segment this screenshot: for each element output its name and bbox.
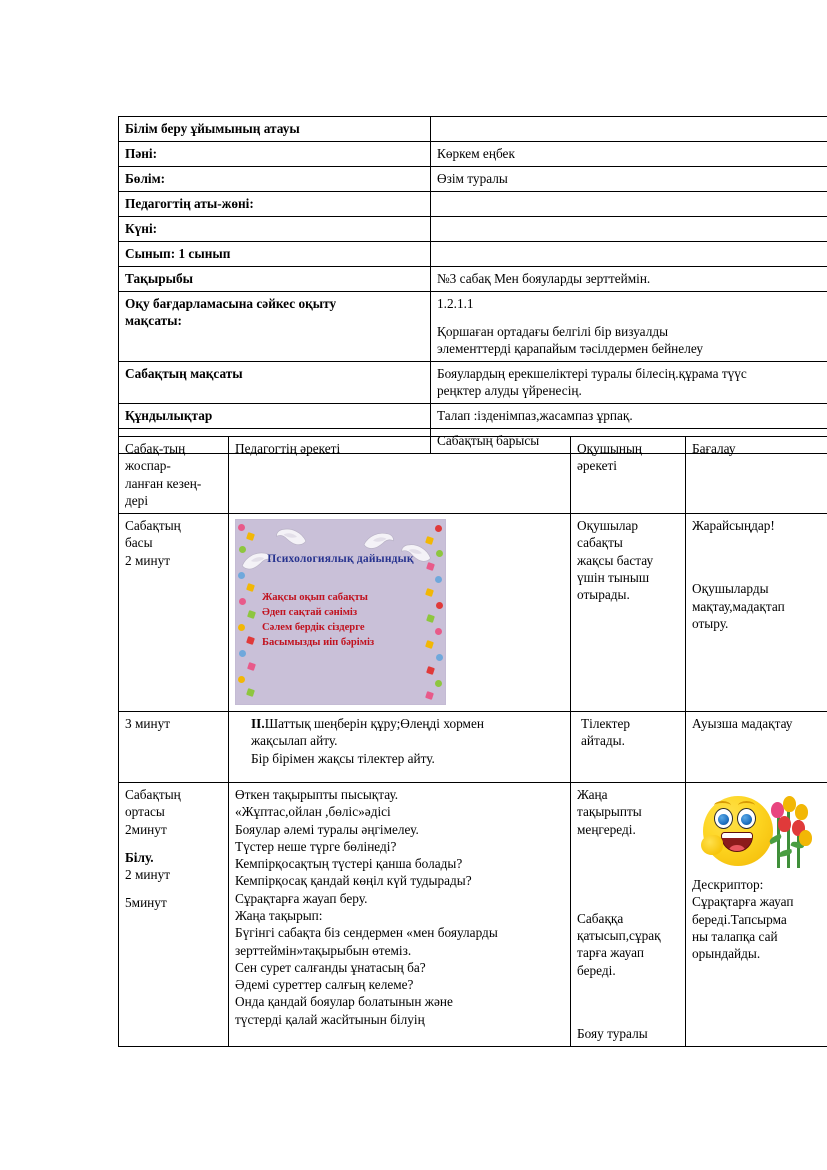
table-row <box>119 117 827 142</box>
student-line-3: жақсы бастау <box>577 552 654 568</box>
student-activity-cell <box>571 782 686 1046</box>
flow-row-joy-circle <box>119 712 827 783</box>
assessment-line-1: Оқушыларды <box>692 581 769 597</box>
values-text: Талап :ізденімпаз,жасампаз ұрпақ. <box>431 404 827 429</box>
spacer <box>577 979 679 1025</box>
stage-line1: Сабақтың <box>125 786 181 802</box>
lesson-flow-table <box>118 436 827 1047</box>
student-activity-cell <box>571 712 686 783</box>
header-stage <box>119 437 229 514</box>
teacher-line-7: Сұрақтарға жауап беру. <box>235 890 368 906</box>
field-value <box>431 242 827 267</box>
objective-text-line1: Қоршаған ортадағы белгілі бір визуалды <box>437 324 669 340</box>
smiley-with-flowers-icon <box>701 788 813 876</box>
assessment-praise: Жарайсыңдар! <box>692 518 775 534</box>
stage-line1: 3 минут <box>125 716 171 732</box>
flow-header-row <box>119 437 827 514</box>
psychological-preparation-poster <box>235 519 446 705</box>
spacer <box>125 838 222 849</box>
table-row <box>119 242 827 267</box>
process-header: Сабақтың барысы <box>431 429 827 454</box>
header-assessment: Бағалау <box>686 437 827 514</box>
flower-bouquet-icon <box>765 790 813 874</box>
teacher-line-2: «Жұптас,ойлан ,бөліс»әдісі <box>235 804 391 820</box>
spacer <box>692 534 822 580</box>
table-row <box>119 217 827 242</box>
header-stage-line2: жоспар- <box>125 458 171 474</box>
stage-line2: ортасы <box>125 804 165 820</box>
verse-line-1: Жақсы оқып сабақты <box>262 592 368 604</box>
header-student-line2: әрекеті <box>577 458 617 474</box>
student-a-line-2: тақырыпты <box>577 804 642 820</box>
table-row-goal <box>119 362 827 404</box>
student-line-1: Тілектер <box>581 716 630 732</box>
student-line-4: үшін тыныш <box>577 569 650 585</box>
stage-line2: басы <box>125 535 153 551</box>
teacher-line-3: Бояулар әлемі туралы әңгімелеу. <box>235 821 419 837</box>
stage-phase-label: Білу. <box>125 849 154 865</box>
field-value: Өзім туралы <box>431 167 827 192</box>
teacher-activity-cell <box>229 782 571 1046</box>
stage-line3: 2минут <box>125 821 167 837</box>
spacer <box>125 883 222 894</box>
assessment-cell <box>686 514 827 712</box>
teacher-activity-cell <box>229 712 571 783</box>
student-line-2: сабақты <box>577 535 623 551</box>
field-label: Білім беру ұйымының атауы <box>119 117 431 142</box>
hand <box>701 835 723 855</box>
teacher-line-5: Кемпірқосақтың түстері қанша болады? <box>235 856 463 872</box>
stage-line3: 2 минут <box>125 552 171 568</box>
teacher-line-2: жақсылап айту. <box>251 733 338 749</box>
field-label: Педагогтің аты-жөні: <box>119 192 431 217</box>
header-stage-line1: Сабақ-тың <box>125 441 186 456</box>
teacher-line-10: зерттеймін»тақырыбын өтеміз. <box>235 942 412 958</box>
descriptor-line-3: береді.Тапсырма <box>692 911 787 927</box>
stage-line4: 2 минут <box>125 867 171 883</box>
stage-cell <box>119 514 229 712</box>
verse-line-3: Сәлем бердік сіздерге <box>262 622 365 634</box>
goal-text-line1: Бояулардың ерекшеліктері туралы білесің.құрама түүс <box>437 366 747 382</box>
student-c-line-1: Бояу туралы <box>577 1025 648 1041</box>
descriptor-line-1: Дескриптор: <box>692 876 764 892</box>
poster-verse <box>262 590 374 650</box>
spacer <box>577 884 679 910</box>
descriptor-line-2: Сұрақтарға жауап <box>692 894 794 910</box>
teacher-line-1-text: Шаттық шеңберін құру;Өлеңді хормен <box>264 716 484 732</box>
field-label: Сынып: 1 сынып <box>119 242 431 267</box>
spacer <box>251 767 564 778</box>
teacher-line-8: Жаңа тақырып: <box>235 907 323 923</box>
field-label: Тақырыбы <box>119 267 431 292</box>
objective-label <box>119 292 431 362</box>
student-line-2: айтады. <box>581 733 625 749</box>
objective-text-line2: элементтерді қарапайым тәсілдермен бейнелеу <box>437 341 704 357</box>
student-a-line-1: Жаңа <box>577 786 608 802</box>
student-b-line-3: тарға жауап <box>577 945 644 961</box>
descriptor-line-5: орындайды. <box>692 946 761 962</box>
field-value <box>431 117 827 142</box>
student-b-line-1: Сабаққа <box>577 910 624 926</box>
values-label: Құндылықтар <box>119 404 431 429</box>
verse-line-4: Басымызды иіп бәріміз <box>262 637 375 649</box>
pupil-left <box>718 814 729 825</box>
dove-icon <box>361 529 396 553</box>
field-value: №3 сабақ Мен бояуларды зерттеймін. <box>431 267 827 292</box>
teacher-activity-cell <box>229 514 571 712</box>
teacher-line-14: түстерді қалай жасйтынын білуің <box>235 1011 425 1027</box>
teacher-line-9: Бүгінгі сабақта біз сендермен «мен бояуларды <box>235 925 498 941</box>
stage-line5: 5минут <box>125 895 167 911</box>
objective-label-line1: Оқу бағдарламасына сәйкес оқыту <box>125 296 337 312</box>
lesson-plan-table <box>118 116 827 454</box>
table-row <box>119 142 827 167</box>
assessment-line-3: отыру. <box>692 615 729 631</box>
field-label: Пәні: <box>119 142 431 167</box>
teacher-line-1 <box>251 715 564 732</box>
descriptor-line-4: ны талапқа сай <box>692 928 778 944</box>
dove-icon <box>273 524 309 549</box>
poster-title: Психологиялық дайындық <box>267 553 414 566</box>
student-activity-cell <box>571 514 686 712</box>
header-stage-line3: ланған кезең- <box>125 475 202 491</box>
objective-value <box>431 292 827 362</box>
table-row <box>119 167 827 192</box>
field-value: Көркем еңбек <box>431 142 827 167</box>
teacher-line-11: Сен сурет салғанды ұнатасың ба? <box>235 959 426 975</box>
activity-numeral: II. <box>251 716 265 732</box>
field-label: Күні: <box>119 217 431 242</box>
objective-label-line2: мақсаты: <box>125 313 182 329</box>
stage-cell <box>119 712 229 783</box>
student-b-line-4: береді. <box>577 962 616 978</box>
teacher-line-6: Кемпірқосақ қандай көңіл күй тудырады? <box>235 873 472 889</box>
assessment-line-2: мақтау,мадақтап <box>692 598 785 614</box>
flower-border-left <box>236 520 258 704</box>
student-a-line-3: меңгереді. <box>577 821 636 837</box>
field-label: Бөлім: <box>119 167 431 192</box>
spacer <box>577 838 679 884</box>
tongue <box>729 845 745 852</box>
teacher-line-4: Түстер неше түрге бөлінеді? <box>235 838 397 854</box>
table-row-objective <box>119 292 827 362</box>
header-student-line1: Оқушының <box>577 441 643 456</box>
teacher-line-12: Әдемі суреттер салғың келеме? <box>235 977 414 993</box>
assessment-line-1: Ауызша мадақтау <box>692 716 793 732</box>
goal-value <box>431 362 827 404</box>
pupil-right <box>741 814 752 825</box>
flow-row-lesson-start <box>119 514 827 712</box>
header-student-activity <box>571 437 686 514</box>
table-row <box>119 192 827 217</box>
assessment-cell <box>686 712 827 783</box>
student-line-1: Оқушылар <box>577 518 639 534</box>
teacher-line-3: Бір бірімен жақсы тілектер айту. <box>251 750 435 766</box>
header-stage-line4: дері <box>125 492 149 508</box>
field-value <box>431 192 827 217</box>
teeth <box>722 833 752 838</box>
teacher-line-1: Өткен тақырыпты пысықтау. <box>235 786 399 802</box>
table-row <box>119 267 827 292</box>
student-line-5: отырады. <box>577 587 630 603</box>
goal-label: Сабақтың мақсаты <box>119 362 431 404</box>
objective-code: 1.2.1.1 <box>437 296 474 312</box>
field-value <box>431 217 827 242</box>
table-row-values <box>119 404 827 429</box>
spacer <box>437 312 822 323</box>
verse-line-2: Әдеп сақтай сәніміз <box>262 607 358 619</box>
stage-cell <box>119 782 229 1046</box>
goal-text-line2: реңктер алуды үйренесің. <box>437 383 582 399</box>
stage-line1: Сабақтың <box>125 518 181 534</box>
flow-row-lesson-middle <box>119 782 827 1046</box>
assessment-cell <box>686 782 827 1046</box>
teacher-line-13: Онда қандай бояулар болатынын және <box>235 994 453 1010</box>
header-teacher-activity: Педагогтің әрекеті <box>229 437 571 514</box>
student-b-line-2: қатысып,сұрақ <box>577 928 661 944</box>
